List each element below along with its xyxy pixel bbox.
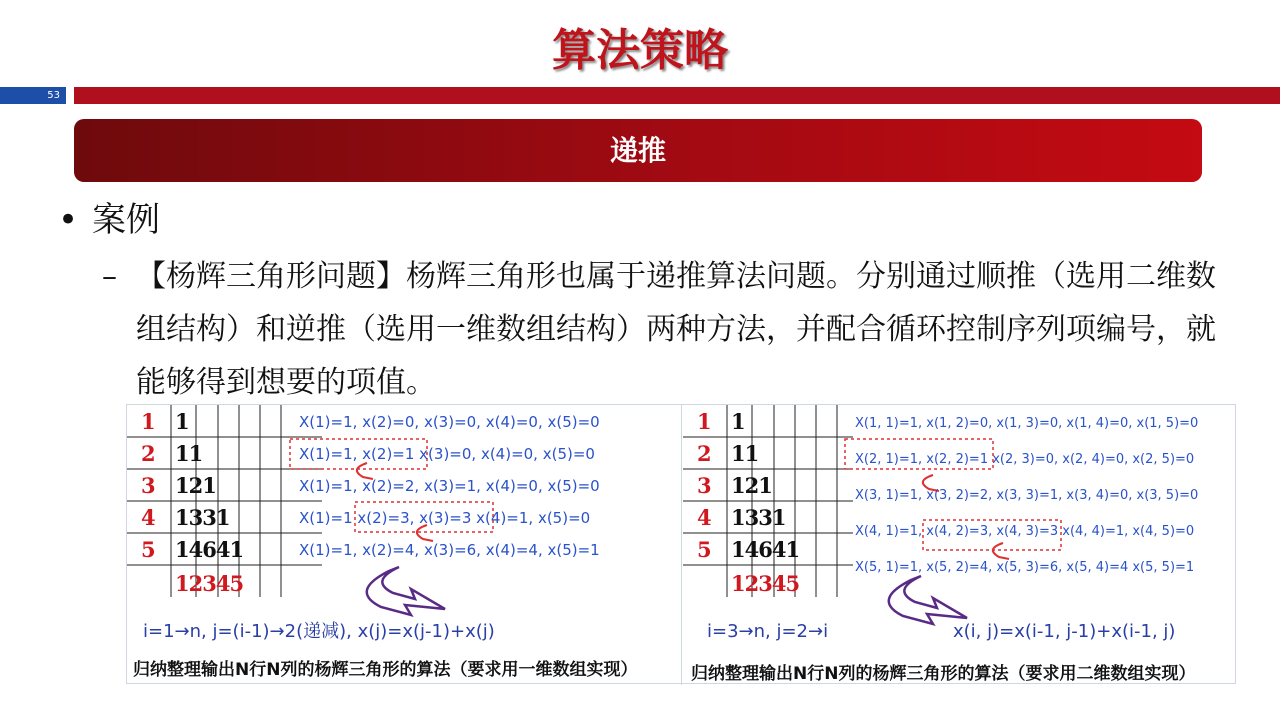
row-values: 1 (175, 409, 189, 434)
page-number: 53 (0, 87, 66, 104)
row-number: 1 (141, 409, 156, 434)
figure-panel-2d (683, 405, 1237, 685)
equation-line: X(5, 1)=1, x(5, 2)=4, x(5, 3)=6, x(5, 4)=4 x(5, 5)=1 (855, 560, 1195, 575)
row-values: 14641 (175, 537, 244, 562)
row-values: 11 (175, 441, 203, 466)
row-values: 1331 (731, 505, 786, 530)
row-number: 5 (141, 537, 156, 562)
figure-panel-1d (127, 405, 682, 685)
equation-line: X(1)=1, x(2)=1 x(3)=0, x(4)=0, x(5)=0 (299, 445, 595, 463)
row-number: 1 (697, 409, 712, 434)
row-number: 2 (141, 441, 156, 466)
row-number: 5 (697, 537, 712, 562)
row-values: 1331 (175, 505, 230, 530)
section-banner: 递推 (74, 119, 1202, 182)
column-index-row: 12345 (175, 571, 244, 596)
equation-line: X(2, 1)=1, x(2, 2)=1 x(2, 3)=0, x(2, 4)=0, x(2, 5)=0 (855, 452, 1195, 467)
row-values: 121 (731, 473, 772, 498)
body-paragraph (102, 250, 1222, 409)
arrow-left (367, 567, 445, 615)
equation-line: X(1)=1, x(2)=4, x(3)=6, x(4)=4, x(5)=1 (299, 541, 600, 559)
row-values: 14641 (731, 537, 800, 562)
equation-line: X(1)=1, x(2)=0, x(3)=0, x(4)=0, x(5)=0 (299, 413, 600, 431)
equation-line: X(1)=1 x(2)=3, x(3)=3 x(4)=1, x(5)=0 (299, 509, 591, 527)
formula-2d-recurrence: x(i, j)=x(i-1, j-1)+x(i-1, j) (953, 621, 1176, 642)
row-values: 1 (731, 409, 745, 434)
bullet-label: 案例 (92, 200, 160, 240)
caption-1d: 归纳整理输出N行N列的杨辉三角形的算法（要求用一维数组实现） (133, 660, 638, 680)
body-text: 【杨辉三角形问题】杨辉三角形也属于递推算法问题。分别通过顺推（选用二维数组结构）和逆推（选用一维数组结构）两种方法，并配合循环控制序列项编号，就能够得到想要的项值。 (136, 259, 1216, 400)
row-values: 11 (731, 441, 759, 466)
header-bar (0, 87, 1280, 104)
row-number: 3 (697, 473, 712, 498)
bullet-case (58, 192, 160, 241)
row-number: 4 (141, 505, 156, 530)
arrow-right (889, 576, 967, 624)
caption-2d: 归纳整理输出N行N列的杨辉三角形的算法（要求用二维数组实现） (691, 664, 1196, 684)
slide-title: 算法策略 (552, 25, 728, 76)
column-index-row: 12345 (731, 571, 800, 596)
equation-line: X(3, 1)=1, x(3, 2)=2, x(3, 3)=1, x(3, 4)=0, x(3, 5)=0 (855, 488, 1199, 503)
header-red-line (74, 87, 1280, 104)
row-values: 121 (175, 473, 216, 498)
row-number: 4 (697, 505, 712, 530)
bullet-dot: • (58, 200, 79, 240)
row-number: 2 (697, 441, 712, 466)
equation-line: X(4, 1)=1, x(4, 2)=3, x(4, 3)=3 x(4, 4)=1, x(4, 5)=0 (855, 524, 1195, 539)
yanghui-figure (126, 404, 1236, 684)
equation-line: X(1)=1, x(2)=2, x(3)=1, x(4)=0, x(5)=0 (299, 477, 600, 495)
equation-line: X(1, 1)=1, x(1, 2)=0, x(1, 3)=0, x(1, 4)=0, x(1, 5)=0 (855, 416, 1199, 431)
dash-marker: – (102, 259, 117, 294)
formula-1d: i=1→n, j=(i-1)→2(递减), x(j)=x(j-1)+x(j) (143, 621, 495, 642)
formula-2d-loop: i=3→n, j=2→i (707, 621, 829, 642)
row-number: 3 (141, 473, 156, 498)
